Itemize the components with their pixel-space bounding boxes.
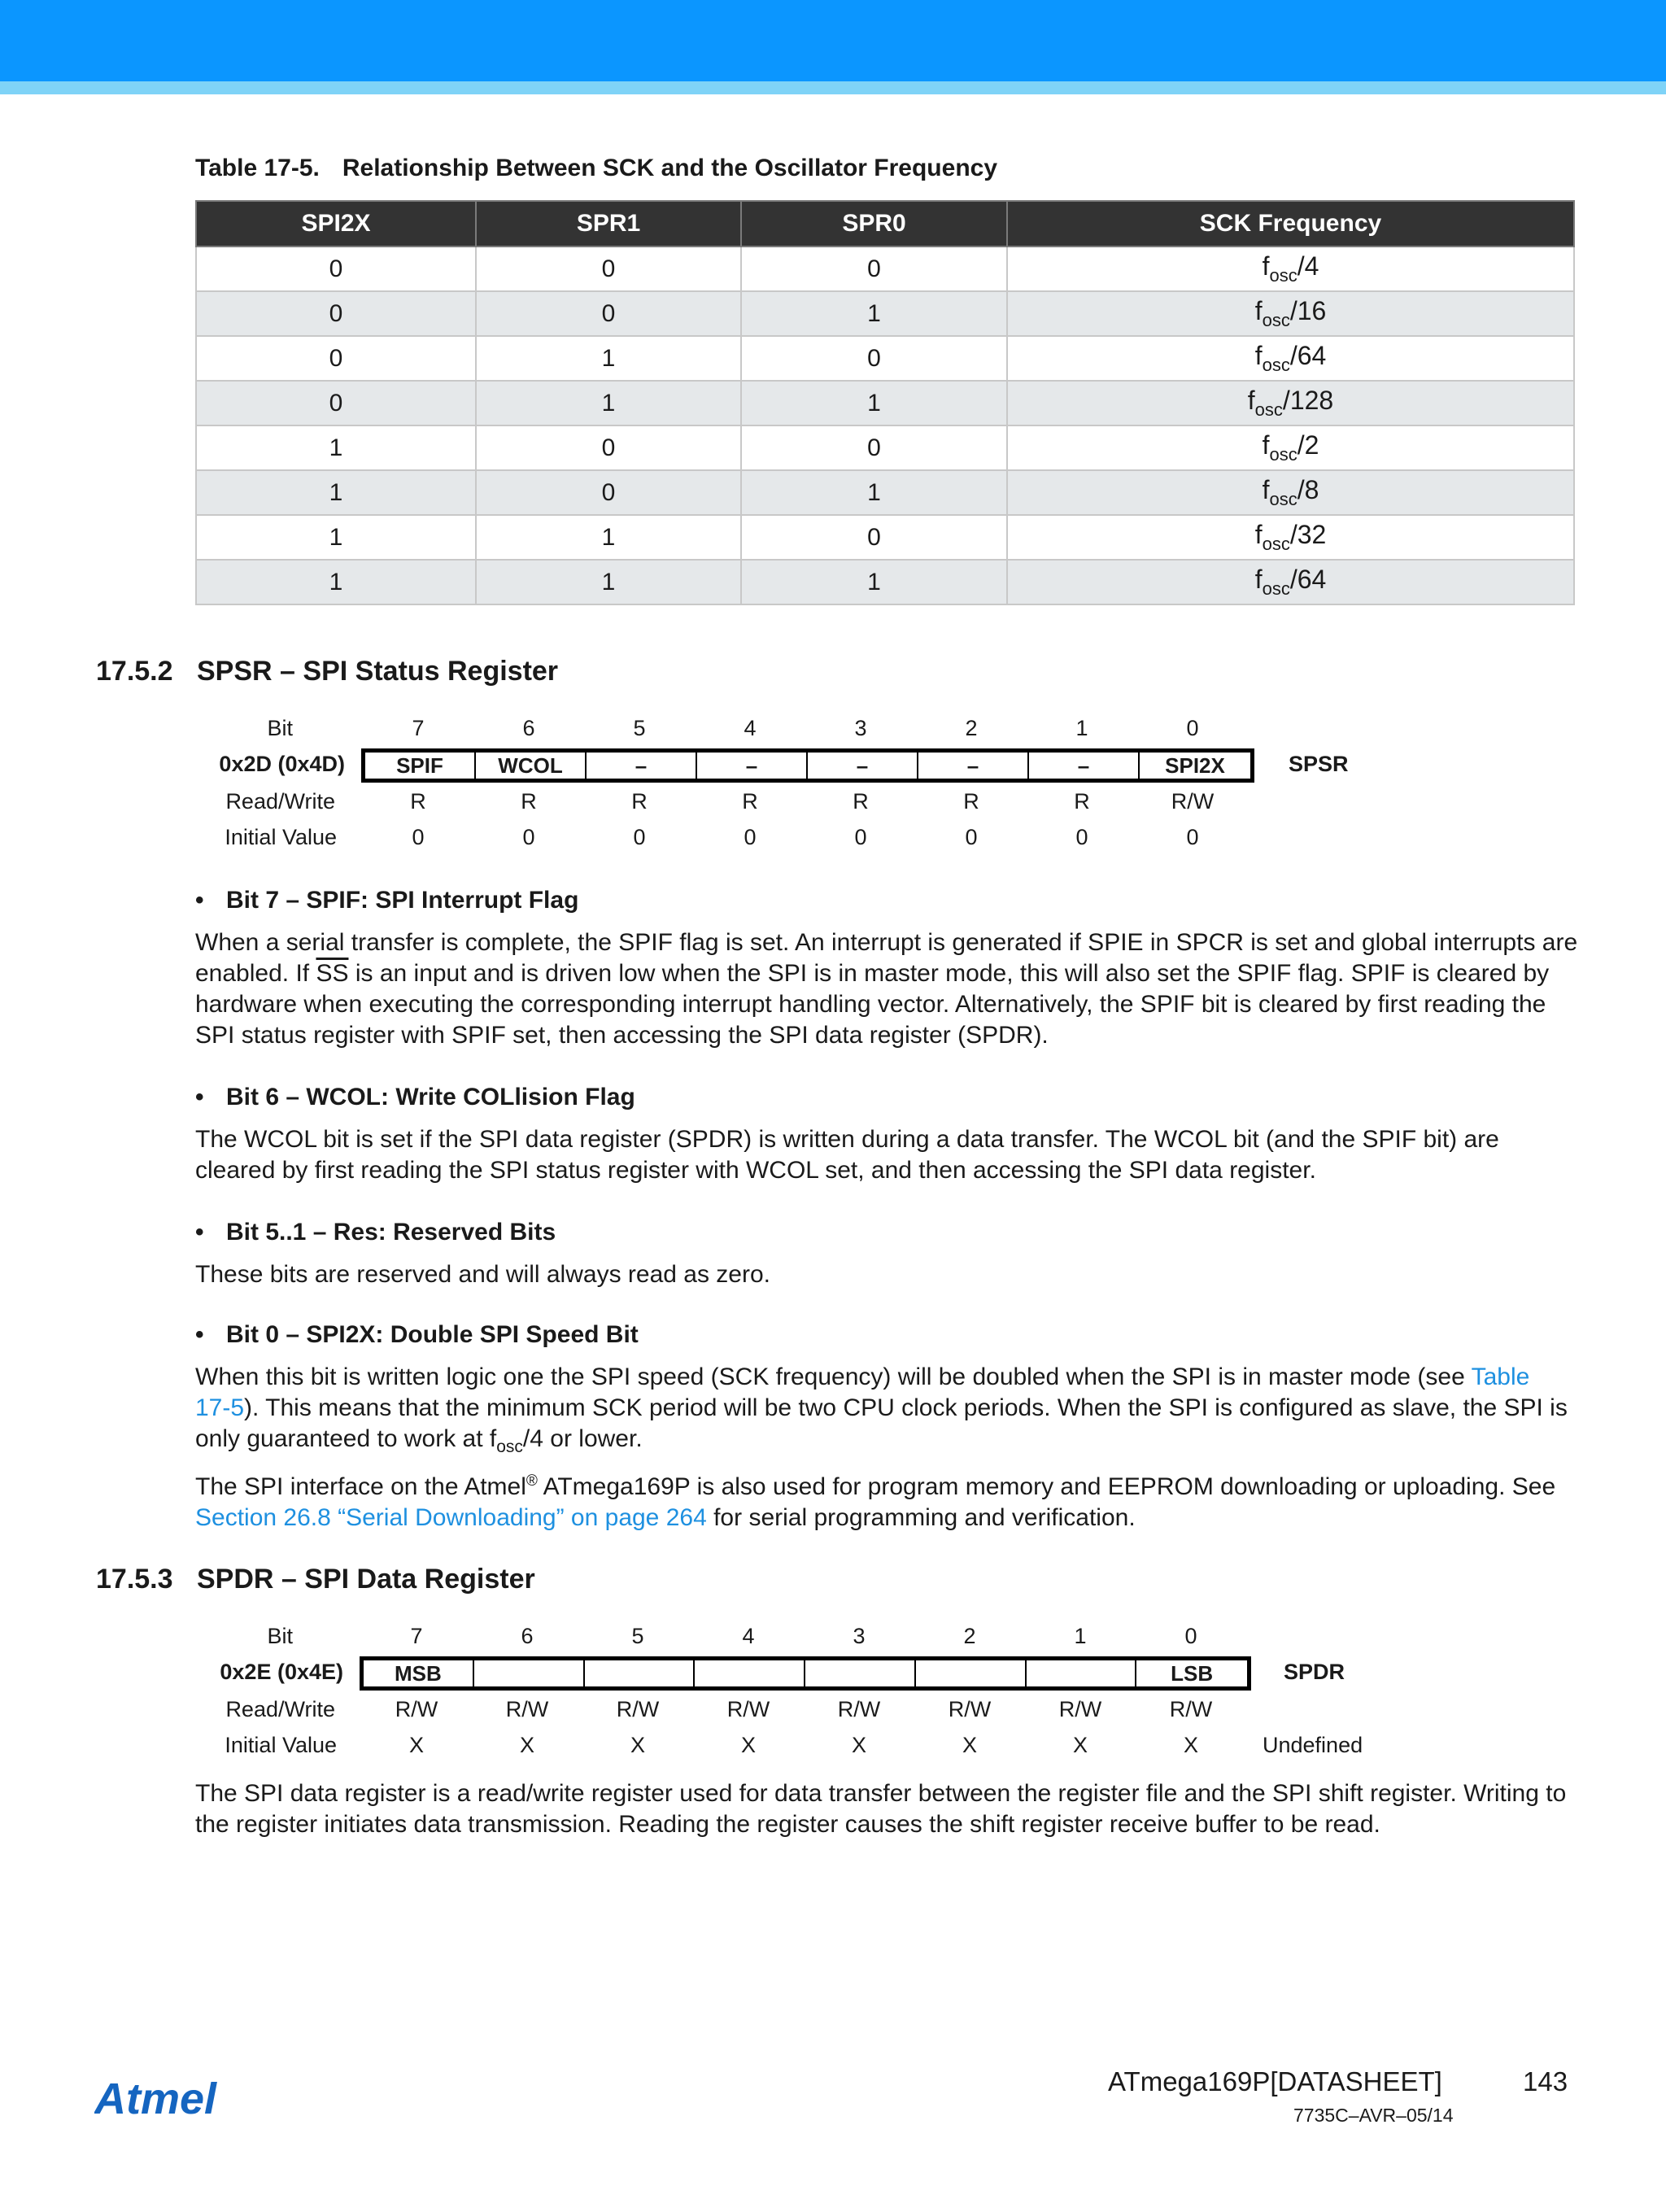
bit-number: 3 [853,1624,866,1648]
bit-number: 7 [410,1624,423,1648]
serial-downloading-link[interactable]: Section 26.8 “Serial Downloading” on page 264 [195,1504,707,1531]
cell-spr0: 1 [741,560,1007,604]
read-write-label: Read/Write [225,789,335,814]
initial-value: 0 [1075,825,1088,849]
register-name: SPDR [1284,1660,1345,1684]
bit-field: WCOL [476,753,587,779]
section-number: 17.5.2 [96,656,173,687]
read-write-value: R/W [726,1697,770,1721]
bit-number: 6 [522,716,535,740]
initial-value-note: Undefined [1263,1733,1363,1757]
bit-field [805,1660,916,1686]
freq-subscript: osc [1262,355,1290,375]
bit-field: LSB [1171,1661,1214,1686]
bit-field: – [697,753,808,779]
page-number: 143 [1523,2066,1568,2096]
header-spr0: SPR0 [741,201,1007,247]
bit-number: 2 [963,1624,976,1648]
cell-spr1: 0 [476,247,741,291]
cell-sck-frequency [1007,291,1574,336]
initial-value: X [519,1733,534,1757]
text-run: /4 or lower. [522,1425,643,1452]
read-write-value: R/W [505,1697,549,1721]
bit-field: – [1029,753,1140,779]
header-bar [0,0,1666,81]
bullet-heading-text: Bit 6 – WCOL: Write COLlision Flag [226,1084,635,1110]
freq-subscript: osc [1262,578,1290,599]
table-row [196,560,1574,604]
freq-subscript: osc [1262,534,1290,554]
bit-field: – [587,753,697,779]
document-title: ATmega169P[DATASHEET] [1108,2066,1442,2096]
read-write-value: R/W [395,1697,438,1721]
table-caption [195,155,997,182]
initial-value: X [1183,1733,1198,1757]
cell-spr0: 0 [741,515,1007,560]
bullet-dot: • [195,1321,204,1348]
read-write-value: R/W [1171,789,1215,814]
freq-divider: /16 [1289,296,1327,325]
cell-spr1: 1 [476,515,741,560]
cell-spi2x: 1 [196,560,476,604]
spdr-register-diagram [163,1624,1432,1762]
freq-subscript: osc [1254,399,1283,420]
cell-spi2x: 0 [196,336,476,381]
bullet-dot: • [195,887,204,914]
freq-symbol: f [1254,341,1263,370]
initial-value: 0 [744,825,757,849]
initial-value: 0 [1186,825,1199,849]
register-bit-fields [360,1656,1251,1691]
bullet-dot: • [195,1084,204,1110]
bit-field [1027,1660,1137,1686]
table-row [196,336,1574,381]
bullet-dot: • [195,1219,204,1246]
bit-number: 3 [854,716,867,740]
cell-sck-frequency [1007,470,1574,515]
bullet-heading-text: Bit 7 – SPIF: SPI Interrupt Flag [226,887,579,914]
paragraph-spdr: The SPI data register is a read/write register used for data transfer between the register file and the SPI shift register. Writing to the register initiates data transmission. Reading the register causes the shift register receive buffer to be read. [195,1780,1567,1838]
freq-divider: /64 [1289,341,1327,370]
registered-mark: ® [526,1472,538,1490]
table-number: Table 17-5. [195,155,320,181]
bullet-heading-bit6 [195,1084,635,1111]
cell-spi2x: 1 [196,515,476,560]
freq-subscript: osc [1269,444,1297,465]
cell-spi2x: 1 [196,470,476,515]
bullet-heading-text: Bit 5..1 – Res: Reserved Bits [226,1219,556,1246]
freq-symbol: f [1262,430,1270,460]
cell-spi2x: 0 [196,291,476,336]
bit-number: 5 [631,1624,644,1648]
cell-sck-frequency [1007,247,1574,291]
section-number: 17.5.3 [96,1564,173,1595]
read-write-value: R [410,789,426,814]
table-row [196,291,1574,336]
bit-label: Bit [267,1624,293,1648]
cell-spr0: 1 [741,291,1007,336]
initial-value: X [630,1733,645,1757]
bit-field [585,1660,696,1686]
bit-number: 6 [521,1624,534,1648]
freq-symbol: f [1254,520,1263,549]
cell-spi2x: 0 [196,381,476,425]
freq-symbol: f [1262,475,1270,504]
cell-sck-frequency [1007,381,1574,425]
freq-divider: /64 [1289,565,1327,594]
freq-symbol: f [1254,565,1263,594]
table-17-5-link[interactable]: Table 17-5 [195,1363,1530,1421]
text-run: is an input and is driven low when the SPI is in master mode, this will also set the SPIF flag. SPIF is cleared by hardware when executing the corresponding interrupt handling vector. Alternatively, the SPIF bit is cleared by first reading the SPI status register with SPIF set, then accessing the SPI data register (SPDR). [195,960,1550,1049]
header-stripe [0,81,1666,94]
paragraph-bit6: The WCOL bit is set if the SPI data register (SPDR) is written during a data transfer. The WCOL bit (and the SPIF bit) are cleared by first reading the SPI status register with WCOL set, and then accessing the SPI data register. [195,1126,1499,1184]
cell-spr1: 1 [476,560,741,604]
bit-field: MSB [364,1660,474,1686]
paragraph-bit0 [195,1362,1570,1463]
freq-divider: /2 [1297,430,1319,460]
cell-spr1: 0 [476,425,741,470]
read-write-value: R [853,789,869,814]
sck-frequency-table [195,200,1575,605]
paragraph-bit5-1: These bits are reserved and will always read as zero. [195,1261,770,1288]
read-write-value: R [1074,789,1090,814]
freq-divider: /128 [1282,386,1334,415]
register-name: SPSR [1289,752,1349,776]
document-code: 7735C–AVR–05/14 [1293,2105,1454,2126]
bit-label: Bit [267,716,293,740]
bit-number: 0 [1184,1624,1197,1648]
read-write-value: R/W [616,1697,660,1721]
read-write-value: R/W [1058,1697,1102,1721]
table-title: Relationship Between SCK and the Oscillator Frequency [342,155,998,181]
cell-sck-frequency [1007,425,1574,470]
paragraph-bit7 [195,927,1578,1051]
bit-number: 1 [1075,716,1088,740]
initial-value: X [740,1733,756,1757]
bullet-heading-bit0 [195,1321,639,1349]
initial-value: X [408,1733,424,1757]
spsr-register-diagram [163,716,1432,854]
text-run: The SPI interface on the Atmel [195,1473,526,1500]
freq-divider: /4 [1297,251,1319,281]
bit-number: 2 [965,716,978,740]
section-heading-spdr [96,1564,535,1595]
cell-spr0: 0 [741,425,1007,470]
initial-value-label: Initial Value [225,825,337,849]
freq-divider: /8 [1297,475,1319,504]
freq-divider: /32 [1289,520,1327,549]
cell-sck-frequency [1007,560,1574,604]
register-address: 0x2D (0x4D) [219,752,345,776]
freq-symbol: f [1254,296,1263,325]
read-write-value: R [631,789,648,814]
freq-subscript: osc [496,1438,523,1456]
text-run: ATmega169P is also used for program memory and EEPROM downloading or uploading. See [537,1473,1556,1500]
freq-subscript: osc [1269,265,1297,286]
bit-number: 4 [744,716,757,740]
freq-subscript: osc [1262,310,1290,330]
bit-number: 0 [1186,716,1199,740]
text-run: for serial programming and verification. [706,1504,1136,1531]
cell-sck-frequency [1007,515,1574,560]
section-title: SPSR – SPI Status Register [197,656,559,687]
read-write-value: R [963,789,979,814]
read-write-value: R [521,789,537,814]
cell-spr1: 1 [476,381,741,425]
register-bit-fields [361,748,1254,783]
table-row [196,247,1574,291]
bit-field: SPIF [365,753,476,779]
text-run: ). This means that the minimum SCK period will be two CPU clock periods. When the SPI is configured as slave, the SPI is only guaranteed to work at f [195,1394,1568,1452]
text-run: When this bit is written logic one the SPI speed (SCK frequency) will be doubled when the SPI is in master mode (see [195,1363,1472,1390]
initial-value: 0 [854,825,867,849]
text-run: When a serial transfer is complete, the SPIF flag is set. An interrupt is generated if SPIE in SPCR is set and global interrupts are enabled. If [195,929,1578,987]
cell-spr0: 0 [741,336,1007,381]
cell-spi2x: 1 [196,425,476,470]
freq-symbol: f [1262,251,1270,281]
bullet-heading-text: Bit 0 – SPI2X: Double SPI Speed Bit [226,1321,639,1348]
read-write-value: R/W [948,1697,992,1721]
table-row [196,470,1574,515]
atmel-logo-text: Atmel [94,2076,217,2122]
cell-spi2x: 0 [196,247,476,291]
cell-sck-frequency [1007,336,1574,381]
bit-field [695,1660,805,1686]
freq-symbol: f [1247,386,1255,415]
atmel-logo [94,2076,241,2122]
read-write-value: R/W [837,1697,881,1721]
bit-field [916,1660,1027,1686]
initial-value: X [1072,1733,1088,1757]
header-spr1: SPR1 [476,201,741,247]
read-write-value: R/W [1169,1697,1213,1721]
initial-value: 0 [412,825,425,849]
section-title: SPDR – SPI Data Register [197,1564,535,1595]
initial-value: 0 [633,825,646,849]
table-row [196,381,1574,425]
bullet-heading-bit7 [195,887,578,914]
freq-subscript: osc [1269,489,1297,509]
cell-spr0: 1 [741,381,1007,425]
cell-spr1: 1 [476,336,741,381]
initial-value: X [962,1733,977,1757]
ss-signal: $\overline{SS}$ [316,960,349,987]
bit-number: 7 [412,716,425,740]
bit-number: 4 [742,1624,755,1648]
register-address: 0x2E (0x4E) [220,1660,343,1684]
bit-number: 1 [1074,1624,1087,1648]
header-spi2x: SPI2X [196,201,476,247]
bit-number: 5 [633,716,646,740]
cell-spr0: 0 [741,247,1007,291]
bit-field: SPI2X [1165,753,1225,778]
header-sck-frequency: SCK Frequency [1007,201,1574,247]
initial-value: X [851,1733,866,1757]
section-heading-spsr [96,656,558,687]
bullet-heading-bit5-1 [195,1219,556,1246]
table-row [196,515,1574,560]
bit-field: – [918,753,1029,779]
paragraph-spi-interface [195,1466,1578,1534]
cell-spr1: 0 [476,291,741,336]
bit-field [474,1660,585,1686]
table-header-row [196,201,1574,247]
initial-value-label: Initial Value [225,1733,337,1757]
read-write-label: Read/Write [225,1697,335,1721]
cell-spr0: 1 [741,470,1007,515]
bit-field: – [808,753,918,779]
cell-spr1: 0 [476,470,741,515]
read-write-value: R [742,789,758,814]
initial-value: 0 [965,825,978,849]
table-row [196,425,1574,470]
initial-value: 0 [522,825,535,849]
